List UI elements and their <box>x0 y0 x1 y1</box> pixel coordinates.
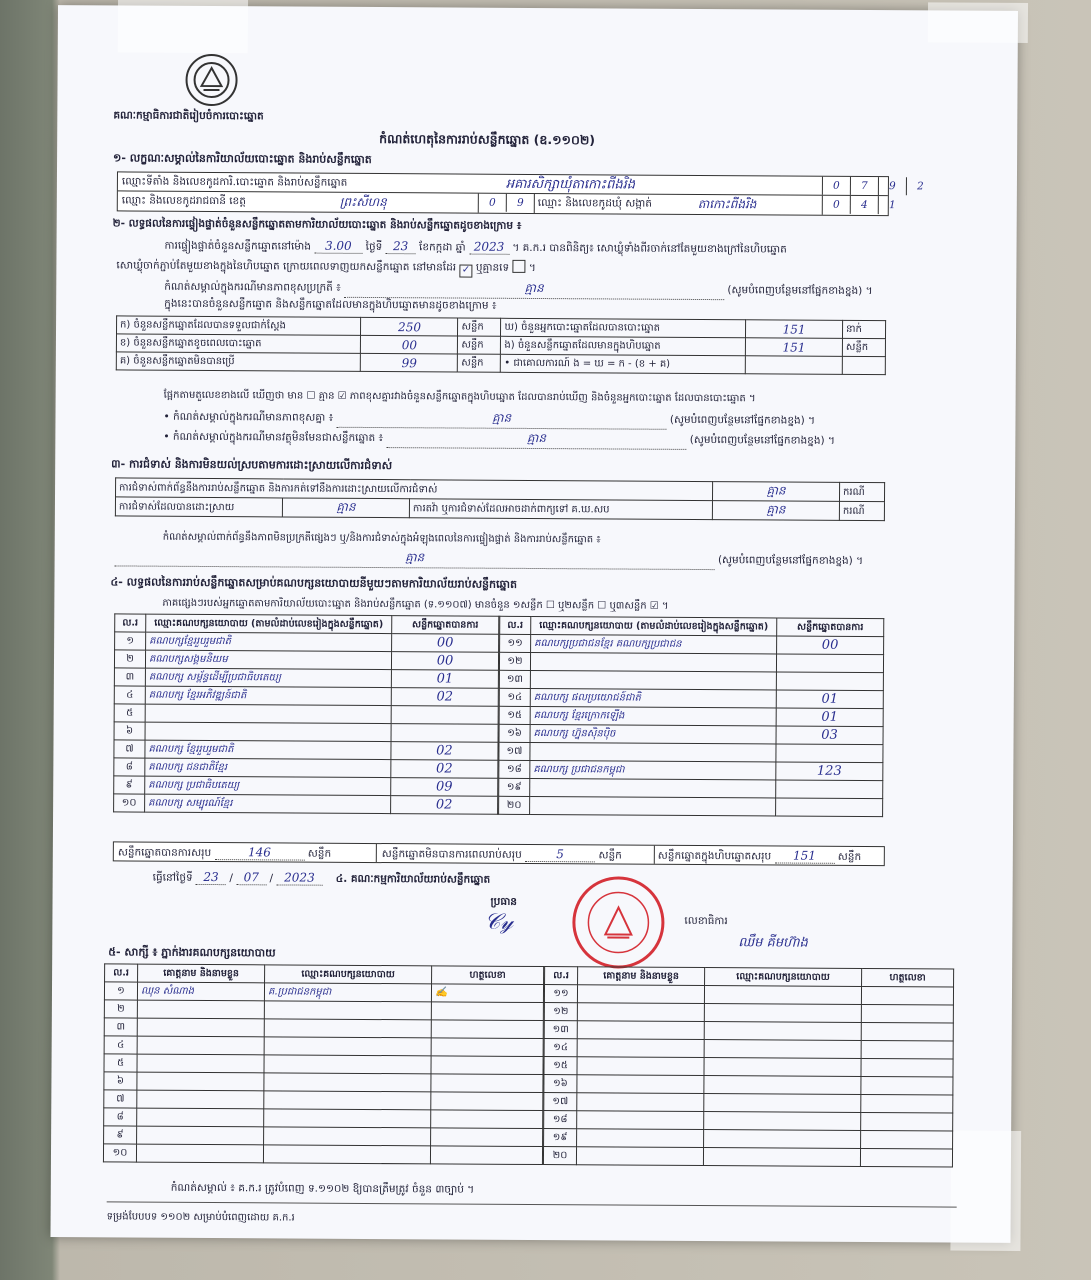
witness-party <box>264 1073 431 1092</box>
witness-name <box>577 1093 704 1112</box>
witness-sign <box>861 1112 953 1131</box>
witness-signature: ✍ <box>431 984 543 1003</box>
witness-party <box>704 1022 861 1041</box>
station-label: ឈ្មោះទីតាំង និងលេខកូដការិ.បោះឆ្នោត និងរាប់សន្លឹកឆ្នោត <box>121 175 348 189</box>
witness-number: ៨ <box>104 1108 137 1126</box>
party-name: គណបក្ស ខ្មែរអភិវឌ្ឍន៍ជាតិ <box>145 686 391 706</box>
party-number: ៥ <box>114 704 145 722</box>
committee-name: គណៈកម្មាធិការជាតិរៀបចំការបោះឆ្នោត <box>113 109 264 123</box>
party-name: គណបក្ស ប្រជាធិបតេយ្យ <box>145 776 391 796</box>
commune-label: ឈ្មោះ និងលេខកូដឃុំ សង្កាត់ <box>537 197 652 210</box>
discrepancy-note: • កំណត់សម្គាល់ក្នុងករណីមានភាពខុសគ្នា ៖ គ្មាន (សូមបំពេញបន្ថែមនៅផ្នែកខាងខ្នង) ។ <box>163 408 815 431</box>
padlock-yes-checkbox[interactable]: ✓ <box>459 265 472 278</box>
witness-signature <box>431 1002 543 1021</box>
count-label: គ) ចំនួនសន្លឹកឆ្នោតមិនបានប្រើ <box>116 352 361 371</box>
verification-time: 3.00 <box>314 239 362 254</box>
witness-name <box>137 1018 264 1037</box>
verification-year: 2023 <box>469 240 509 255</box>
totals-row: សន្លឹកឆ្នោតបានការសរុប 146 សន្លឹក សន្លឹកឆ្នោតមិនបានការពេលរាប់សរុប 5 សន្លឹក សន្លឹកឆ្នោតក្នុងហិបឆ្នោតសរុប 151 សន្លឹក <box>113 841 885 866</box>
total-valid-votes: 146 <box>214 845 304 861</box>
count-label: • ជាគោលការណ៍ ង = ឃ = ក - (ខ + គ) <box>501 354 746 373</box>
witness-party <box>704 1004 861 1023</box>
party-result-row <box>115 632 499 652</box>
party-votes <box>776 654 883 673</box>
witness-number: ៣ <box>104 1018 137 1036</box>
page-title: កំណត់ហេតុនៃការរាប់សន្លឹកឆ្នោត (ឧ.១១០២) <box>379 131 596 148</box>
section3-heading: ៣- ការជំទាស់ និងការមិនយល់ស្របតាមការដោះស្រាយលើការជំទាស់ <box>111 457 393 473</box>
witness-party <box>704 1112 861 1131</box>
count-unit: សន្លឹក <box>458 318 501 336</box>
objections-table: ការជំទាស់ពាក់ព័ន្ធនឹងការរាប់សន្លឹកឆ្នោត និងការកត់ទៅនឹងការដោះស្រាយលើការជំទាស់ គ្មាន ករណី ការជំទាស់ដែលបានដោះស្រាយ គ្មាន ការតវ៉ា ឬការជំទាស់ដែលអាចដាក់ពាក្យទៅ គ.ឃ.សប គ្មាន ករណី <box>115 477 885 521</box>
witness-number: ១៣ <box>544 1021 577 1039</box>
witness-number: ១៨ <box>544 1111 577 1129</box>
party-number: ៩ <box>114 776 145 794</box>
party-number: ២ <box>114 650 145 668</box>
witness-signature <box>431 1056 543 1075</box>
party-number: ១៩ <box>499 778 530 796</box>
party-number: ៧ <box>114 740 145 758</box>
tape-top-left <box>118 0 248 53</box>
total-invalid-votes: 5 <box>525 847 595 862</box>
count-value: 151 <box>745 338 842 357</box>
witness-sign <box>861 1076 953 1095</box>
verification-day: 23 <box>386 239 416 254</box>
witness-sign <box>861 986 953 1005</box>
witness-number: ១៩ <box>544 1129 577 1147</box>
count-label: ខ) ចំនួនសន្លឹកឆ្នោតខូចពេលបោះឆ្នោត <box>116 334 361 353</box>
witness-name <box>577 1075 704 1094</box>
president-label: ប្រធាន <box>490 895 518 908</box>
station-code: 0 7 9 2 <box>822 177 934 196</box>
party-votes: 01 <box>391 670 498 689</box>
party-name: គណបក្ស ហ្វ៊ុនស៊ិនប៉ិច <box>530 724 776 744</box>
witness-number: ៧ <box>104 1090 137 1108</box>
witness-name <box>137 1108 264 1127</box>
party-result-row <box>499 742 883 762</box>
section4-heading: ៤- លទ្ធផលនៃការរាប់សន្លឹកឆ្នោតសម្រាប់គណបក្សនយោបាយនីមួយៗតាមការិយាល័យរាប់សន្លឹកឆ្នោត <box>110 575 518 591</box>
witness-number: ២ <box>104 1000 137 1018</box>
witness-signature <box>431 1020 543 1039</box>
party-result-row <box>499 688 883 708</box>
witness-row <box>103 1144 542 1165</box>
party-result-row <box>114 668 498 688</box>
witness-name <box>137 1036 264 1055</box>
party-name: គណបក្ស សម្ព័ន្ធដើម្បីប្រជាធិបតេយ្យ <box>145 668 391 688</box>
signing-date: ធ្វើនៅថ្ងៃទី 23 / 07 / 2023 ៤. គណៈកម្មការិយាល័យរាប់សន្លឹកឆ្នោត <box>152 869 491 886</box>
witness-signature <box>431 1092 543 1111</box>
results-table-left: ល.រ ឈ្មោះគណបក្សនយោបាយ (តាមលំដាប់លេខរៀងក្នុងសន្លឹកឆ្នោត) សន្លឹកឆ្នោតបានការ ១ គណបក្សខ្មែររួបរួមជាតិ 00 ២ គណបក្សសង្គមនិយម 00 ៣ គណបក្ស សម្ព័ន្ធដើម្បីប្រជាធិបតេយ្យ 01 ៤ គណបក្ស ខ្មែរអភិវឌ្ឍន៍ជាតិ 02 ៥ ៦ ៧ គណបក្ស ខ្មែររួបរួមជាតិ 02 ៨ គណបក្ស ជនជាតិខ្មែរ 02 ៩ គណបក្ស ប្រជាធិបតេយ្យ 09 ១០ គណបក្ស សម្បុរណ៍ខ្មែរ 02 <box>113 613 499 814</box>
witness-party <box>264 1019 431 1038</box>
witness-name <box>577 1021 704 1040</box>
party-name: គណបក្ស ប្រជាជនកម្ពុជា <box>530 760 776 780</box>
count-label: ក) ចំនួនសន្លឹកឆ្នោតដែលបានទទួលជាក់ស្តែង <box>117 316 362 335</box>
count-unit: សន្លឹក <box>458 354 501 372</box>
party-votes: 03 <box>776 726 883 745</box>
count-value: 00 <box>361 335 458 354</box>
party-result-row <box>499 760 883 780</box>
party-number: ១៣ <box>499 670 530 688</box>
witness-party <box>704 986 861 1005</box>
section3-note: គ្មាន (សូមបំពេញបន្ថែមនៅផ្នែកខាងខ្នង) ។ <box>115 547 864 571</box>
party-number: ១៤ <box>499 688 530 706</box>
party-number: ១០ <box>114 794 145 812</box>
section3-note-label: កំណត់សម្គាល់ពាក់ព័ន្ធនឹងភាពមិនប្រក្រតីផ្សេងៗ ឬ/និងការជំទាស់ក្នុងអំឡុងពេលនៃការផ្ទៀងផ្ទាត់ និងការរាប់សន្លឹកឆ្នោត ៖ <box>162 531 601 546</box>
witness-signature <box>431 1038 543 1057</box>
witness-name <box>576 1147 703 1166</box>
footnote: កំណត់សម្គាល់ ៖ គ.ក.រ ត្រូវបំពេញ ទ.១១០២ ឱ្យបានត្រឹមត្រូវ ចំនួន ៣ច្បាប់ ។ <box>170 1181 475 1196</box>
footer-divider <box>107 1201 957 1207</box>
party-votes: 01 <box>776 690 883 709</box>
party-name <box>530 742 776 762</box>
commission-emblem-icon <box>185 54 237 106</box>
party-name: គណបក្ស ខ្មែរក្រោកឡើង <box>530 706 776 726</box>
official-seal <box>572 876 665 969</box>
count-value: 250 <box>361 317 458 336</box>
party-name <box>530 670 776 690</box>
witness-table-right: ល.រ គោត្តនាម និងនាមខ្លួន ឈ្មោះគណបក្សនយោបាយ ហត្ថលេខា ១១ ១២ ១៣ ១៤ ១៥ ១៦ ១៧ ១៨ ១៩ ២០ <box>543 966 954 1168</box>
party-name: គណបក្ស ផលប្រយោជន៍ជាតិ <box>530 688 776 708</box>
party-votes <box>776 798 883 817</box>
party-votes: 00 <box>777 636 884 655</box>
witness-name <box>577 1057 704 1076</box>
witness-name <box>577 1039 704 1058</box>
party-number: ៨ <box>114 758 145 776</box>
party-result-row <box>499 706 883 726</box>
count-value: 151 <box>745 320 842 339</box>
count-label: ង) ចំនួនសន្លឹកឆ្នោតដែលមានក្នុងហិបឆ្នោត <box>501 336 746 355</box>
section1-box <box>117 171 924 216</box>
party-votes: 00 <box>391 652 498 671</box>
section4-intro: ភាគផ្សេងៗរបស់អ្នកឆ្នោតតាមការិយាល័យបោះឆ្នោត និងរាប់សន្លឹកឆ្នោត (ទ.១១០៧) មានចំនួន ១សន្លឹក ☐ ឬ២សន្លឹក ☐ ឬ៣សន្លឹក ☑ ។ <box>162 597 669 612</box>
witness-row <box>543 1147 952 1167</box>
irregularity-note-value: គ្មាន <box>344 279 724 300</box>
party-number: ១៧ <box>499 742 530 760</box>
commune-code: 0 4 1 <box>822 196 906 216</box>
witness-name <box>137 1000 264 1019</box>
padlock-line: សោឃ្លុំចាក់ភ្ជាប់តែមួយខាងក្នុងនៃហិបឆ្នោត ក្រោយពេលទាញយកសន្លឹកឆ្នោត នៅមានដែរ ✓ ឬគ្មានទេ ។ <box>116 257 535 278</box>
party-votes: 00 <box>392 634 499 653</box>
party-votes <box>776 672 883 691</box>
witness-name <box>137 1054 264 1073</box>
foreign-object-note: • កំណត់សម្គាល់ក្នុងករណីមានវត្ថុមិនមែនជាសន្លឹកឆ្នោត ៖ គ្មាន (សូមបំពេញបន្ថែមនៅផ្នែកខាងខ្នង) ។ <box>163 428 835 451</box>
party-name: គណបក្សសង្គមនិយម <box>145 650 391 670</box>
witness-number: ៦ <box>104 1072 137 1090</box>
party-votes <box>391 724 498 743</box>
witness-number: ១៤ <box>544 1039 577 1057</box>
section5-heading: ៥- សាក្សី ៖ ភ្នាក់ងារគណបក្សនយោបាយ <box>108 945 276 960</box>
party-name: គណបក្ស ខ្មែររួបរួមជាតិ <box>145 740 391 760</box>
party-votes: 02 <box>391 742 498 761</box>
witness-sign <box>861 1040 953 1059</box>
witness-party <box>264 1055 431 1074</box>
party-number: ៦ <box>114 722 145 740</box>
witness-number: ៥ <box>104 1054 137 1072</box>
padlock-no-checkbox[interactable] <box>512 260 525 273</box>
witness-number: ៩ <box>104 1126 137 1144</box>
party-result-row <box>114 704 498 724</box>
party-votes: 09 <box>391 778 498 797</box>
witness-signature <box>431 1128 543 1147</box>
party-name <box>530 778 776 798</box>
party-votes: 02 <box>391 760 498 779</box>
secretary-label: លេខាធិការ <box>684 914 728 928</box>
resolved-objections-count: គ្មាន <box>282 498 409 518</box>
witness-party <box>704 1040 861 1059</box>
witness-signature <box>431 1074 543 1093</box>
witness-party <box>704 1130 861 1149</box>
count-unit <box>842 356 885 374</box>
discrepancy-statement: ផ្អែកតាមតួលេខខាងលើ ឃើញថា មាន ☐ គ្មាន ☑ ភាពខុសគ្នារវាងចំនួនសន្លឹកឆ្នោតក្នុងហិបឆ្នោត ដែលបានរាប់ឃើញ និងចំនួនអ្នកបោះឆ្នោត ដែលបានបោះឆ្នោត ។ <box>163 389 756 405</box>
witness-number: ១៥ <box>544 1057 577 1075</box>
party-number: ១៥ <box>499 706 530 724</box>
station-value: អគារសិក្សាឃុំតាកោះពីងរិង <box>505 176 636 193</box>
party-name <box>145 722 391 742</box>
witness-sign <box>861 1022 953 1041</box>
party-result-row <box>499 724 883 744</box>
party-result-row <box>499 652 883 672</box>
party-number: ១១ <box>500 634 531 652</box>
witness-party: គ.ប្រជាជនកម្ពុជា <box>264 983 431 1002</box>
province-value: ព្រះសីហនុ <box>339 194 387 210</box>
party-number: ១២ <box>499 652 530 670</box>
witness-party <box>264 1001 431 1020</box>
witness-number: ១ <box>104 982 137 1000</box>
province-label: ឈ្មោះ និងលេខកូដរាជធានី ខេត្ត <box>121 194 246 208</box>
irregularity-note: កំណត់សម្គាល់ក្នុងករណីមានភាពខុសប្រក្រតី ៖ គ្មាន (សូមបំពេញបន្ថែមនៅផ្នែកខាងខ្នង) ។ <box>164 278 872 301</box>
section2-heading: ២- លទ្ធផលនៃការផ្ទៀងផ្ទាត់ចំនួនសន្លឹកឆ្នោតតាមការិយាល័យបោះឆ្នោត និងរាប់សន្លឹកឆ្នោតដូចខាងក្រោម ៖ <box>112 217 522 232</box>
count-unit: សន្លឹក <box>842 338 885 356</box>
party-result-row <box>499 778 883 798</box>
total-ballots-in-box: 151 <box>774 848 834 863</box>
witness-signature <box>431 1110 543 1129</box>
party-votes: 02 <box>391 796 498 815</box>
witness-number: ២០ <box>543 1147 576 1165</box>
party-result-row <box>114 758 498 778</box>
party-votes <box>391 706 498 725</box>
witness-name <box>577 985 704 1004</box>
witness-number: ១៦ <box>544 1075 577 1093</box>
tape-bottom-right <box>950 1131 1021 1251</box>
witness-sign <box>861 1004 953 1023</box>
party-result-row <box>499 796 883 816</box>
objections-count: គ្មាន <box>712 482 839 502</box>
witness-sign <box>860 1148 952 1167</box>
witness-name <box>137 1072 264 1091</box>
party-name: គណបក្សប្រជាជនខ្មែរ គណបក្សប្រជាជន <box>531 634 777 654</box>
witness-name <box>577 1003 704 1022</box>
witness-name <box>137 1090 264 1109</box>
witness-party <box>264 1127 431 1146</box>
witness-party <box>264 1091 431 1110</box>
party-result-row <box>114 740 498 760</box>
witness-number: ១១ <box>544 985 577 1003</box>
party-result-row <box>114 722 498 742</box>
province-code: 0 9 <box>478 194 535 213</box>
commune-value: តាកោះពីងរិង <box>697 196 757 212</box>
party-votes <box>776 744 883 763</box>
count-label: ឃ) ចំនួនអ្នកបោះឆ្នោតដែលបានបោះឆ្នោត <box>501 318 746 337</box>
party-result-row <box>114 776 498 796</box>
secretary-name: ឈឹម គីមហ៊ាង <box>738 935 808 951</box>
section1-heading: ១- លក្ខណៈសម្គាល់នៃការិយាល័យបោះឆ្នោត និងរាប់សន្លឹកឆ្នោត <box>113 151 372 166</box>
party-name: គណបក្ស សម្បុរណ៍ខ្មែរ <box>145 794 391 814</box>
party-number: ៣ <box>114 668 145 686</box>
witness-number: ១២ <box>544 1003 577 1021</box>
witness-name <box>137 1126 264 1145</box>
party-number: ៤ <box>114 686 145 704</box>
appeals-count: គ្មាន <box>712 501 839 521</box>
party-votes: 02 <box>391 688 498 707</box>
witness-party <box>704 1058 861 1077</box>
party-result-row <box>114 686 498 706</box>
form-code: ទម្រង់បែបបទ ១១០២ សម្រាប់បំពេញដោយ គ.ក.រ <box>106 1211 295 1224</box>
party-votes <box>776 780 883 799</box>
witness-number: ៤ <box>104 1036 137 1054</box>
party-name: គណបក្ស ជនជាតិខ្មែរ <box>145 758 391 778</box>
ballot-count-report-sheet <box>50 5 1018 1243</box>
party-number: ១៦ <box>499 724 530 742</box>
witness-party <box>704 1076 861 1095</box>
witness-party <box>704 1094 861 1113</box>
witness-number: ១៧ <box>544 1093 577 1111</box>
party-votes: 01 <box>776 708 883 727</box>
party-number: ២០ <box>499 796 530 814</box>
witness-sign <box>861 1130 953 1149</box>
president-signature-icon: 𝒞𝓎 <box>484 909 514 935</box>
witness-name: ឈុន សំណាង <box>137 982 264 1001</box>
witness-name <box>577 1129 704 1148</box>
party-result-row <box>500 634 884 654</box>
party-result-row <box>114 650 498 670</box>
witness-table-left: ល.រ គោត្តនាម និងនាមខ្លួន ឈ្មោះគណបក្សនយោបាយ ហត្ថលេខា ១ ឈុន សំណាង គ.ប្រជាជនកម្ពុជា ✍ ២ ៣ ៤ ៥ ៦ ៧ ៨ ៩ ១០ <box>103 963 544 1165</box>
count-intro: ក្នុងនេះបានចំនួនសន្លឹកឆ្នោត និងសន្លឹកឆ្នោតដែលមានក្នុងហិបឆ្នោតមានដូចខាងក្រោម ៖ <box>164 297 497 312</box>
party-name <box>530 796 776 816</box>
witness-number: ១០ <box>103 1144 136 1162</box>
party-votes: 123 <box>776 762 883 781</box>
tape-top-right <box>928 2 1028 43</box>
ballot-count-table <box>116 315 886 375</box>
party-result-row <box>114 794 498 814</box>
count-value: 99 <box>361 353 458 372</box>
count-row <box>116 352 885 375</box>
witness-name <box>577 1111 704 1130</box>
party-result-row <box>499 670 883 690</box>
results-table-right: ល.រ ឈ្មោះគណបក្សនយោបាយ (តាមលំដាប់លេខរៀងក្នុងសន្លឹកឆ្នោត) សន្លឹកឆ្នោតបានការ ១១ គណបក្សប្រជាជនខ្មែរ គណបក្សប្រជាជន 00 ១២ ១៣ ១៤ គណបក្ស ផលប្រយោជន៍ជាតិ 01 ១៥ គណបក្ស ខ្មែរក្រោកឡើង 01 ១៦ គណបក្ស ហ្វ៊ុនស៊ិនប៉ិច 03 ១៧ ១៨ គណបក្ស ប្រជាជនកម្ពុជា 123 ១៩ ២០ <box>498 616 884 817</box>
party-name: គណបក្សខ្មែររួបរួមជាតិ <box>146 632 392 652</box>
party-name <box>530 652 776 672</box>
witness-sign <box>861 1094 953 1113</box>
witness-party <box>264 1037 431 1056</box>
count-value <box>745 356 842 375</box>
verification-line: ការផ្ទៀងផ្ទាត់ចំនួនសន្លឹកឆ្នោតនៅម៉ោង 3.00 ថ្ងៃទី 23 ខែកក្កដា ឆ្នាំ 2023 ។ គ.ក.រ បានពិនិត្យ៖ សោឃ្លុំទាំងពីរចាក់នៅតែមួយខាងក្រៅនៃហិបឆ្នោត <box>164 238 787 256</box>
witness-party <box>703 1148 860 1167</box>
count-unit: នាក់ <box>842 320 885 338</box>
witness-party <box>264 1109 431 1128</box>
count-unit: សន្លឹក <box>458 336 501 354</box>
witness-name <box>136 1144 263 1163</box>
party-number: ១៨ <box>499 760 530 778</box>
witness-sign <box>861 1058 953 1077</box>
party-name <box>145 704 391 724</box>
party-number: ១ <box>115 632 146 650</box>
witness-signature <box>430 1146 542 1165</box>
witness-party <box>263 1145 430 1164</box>
